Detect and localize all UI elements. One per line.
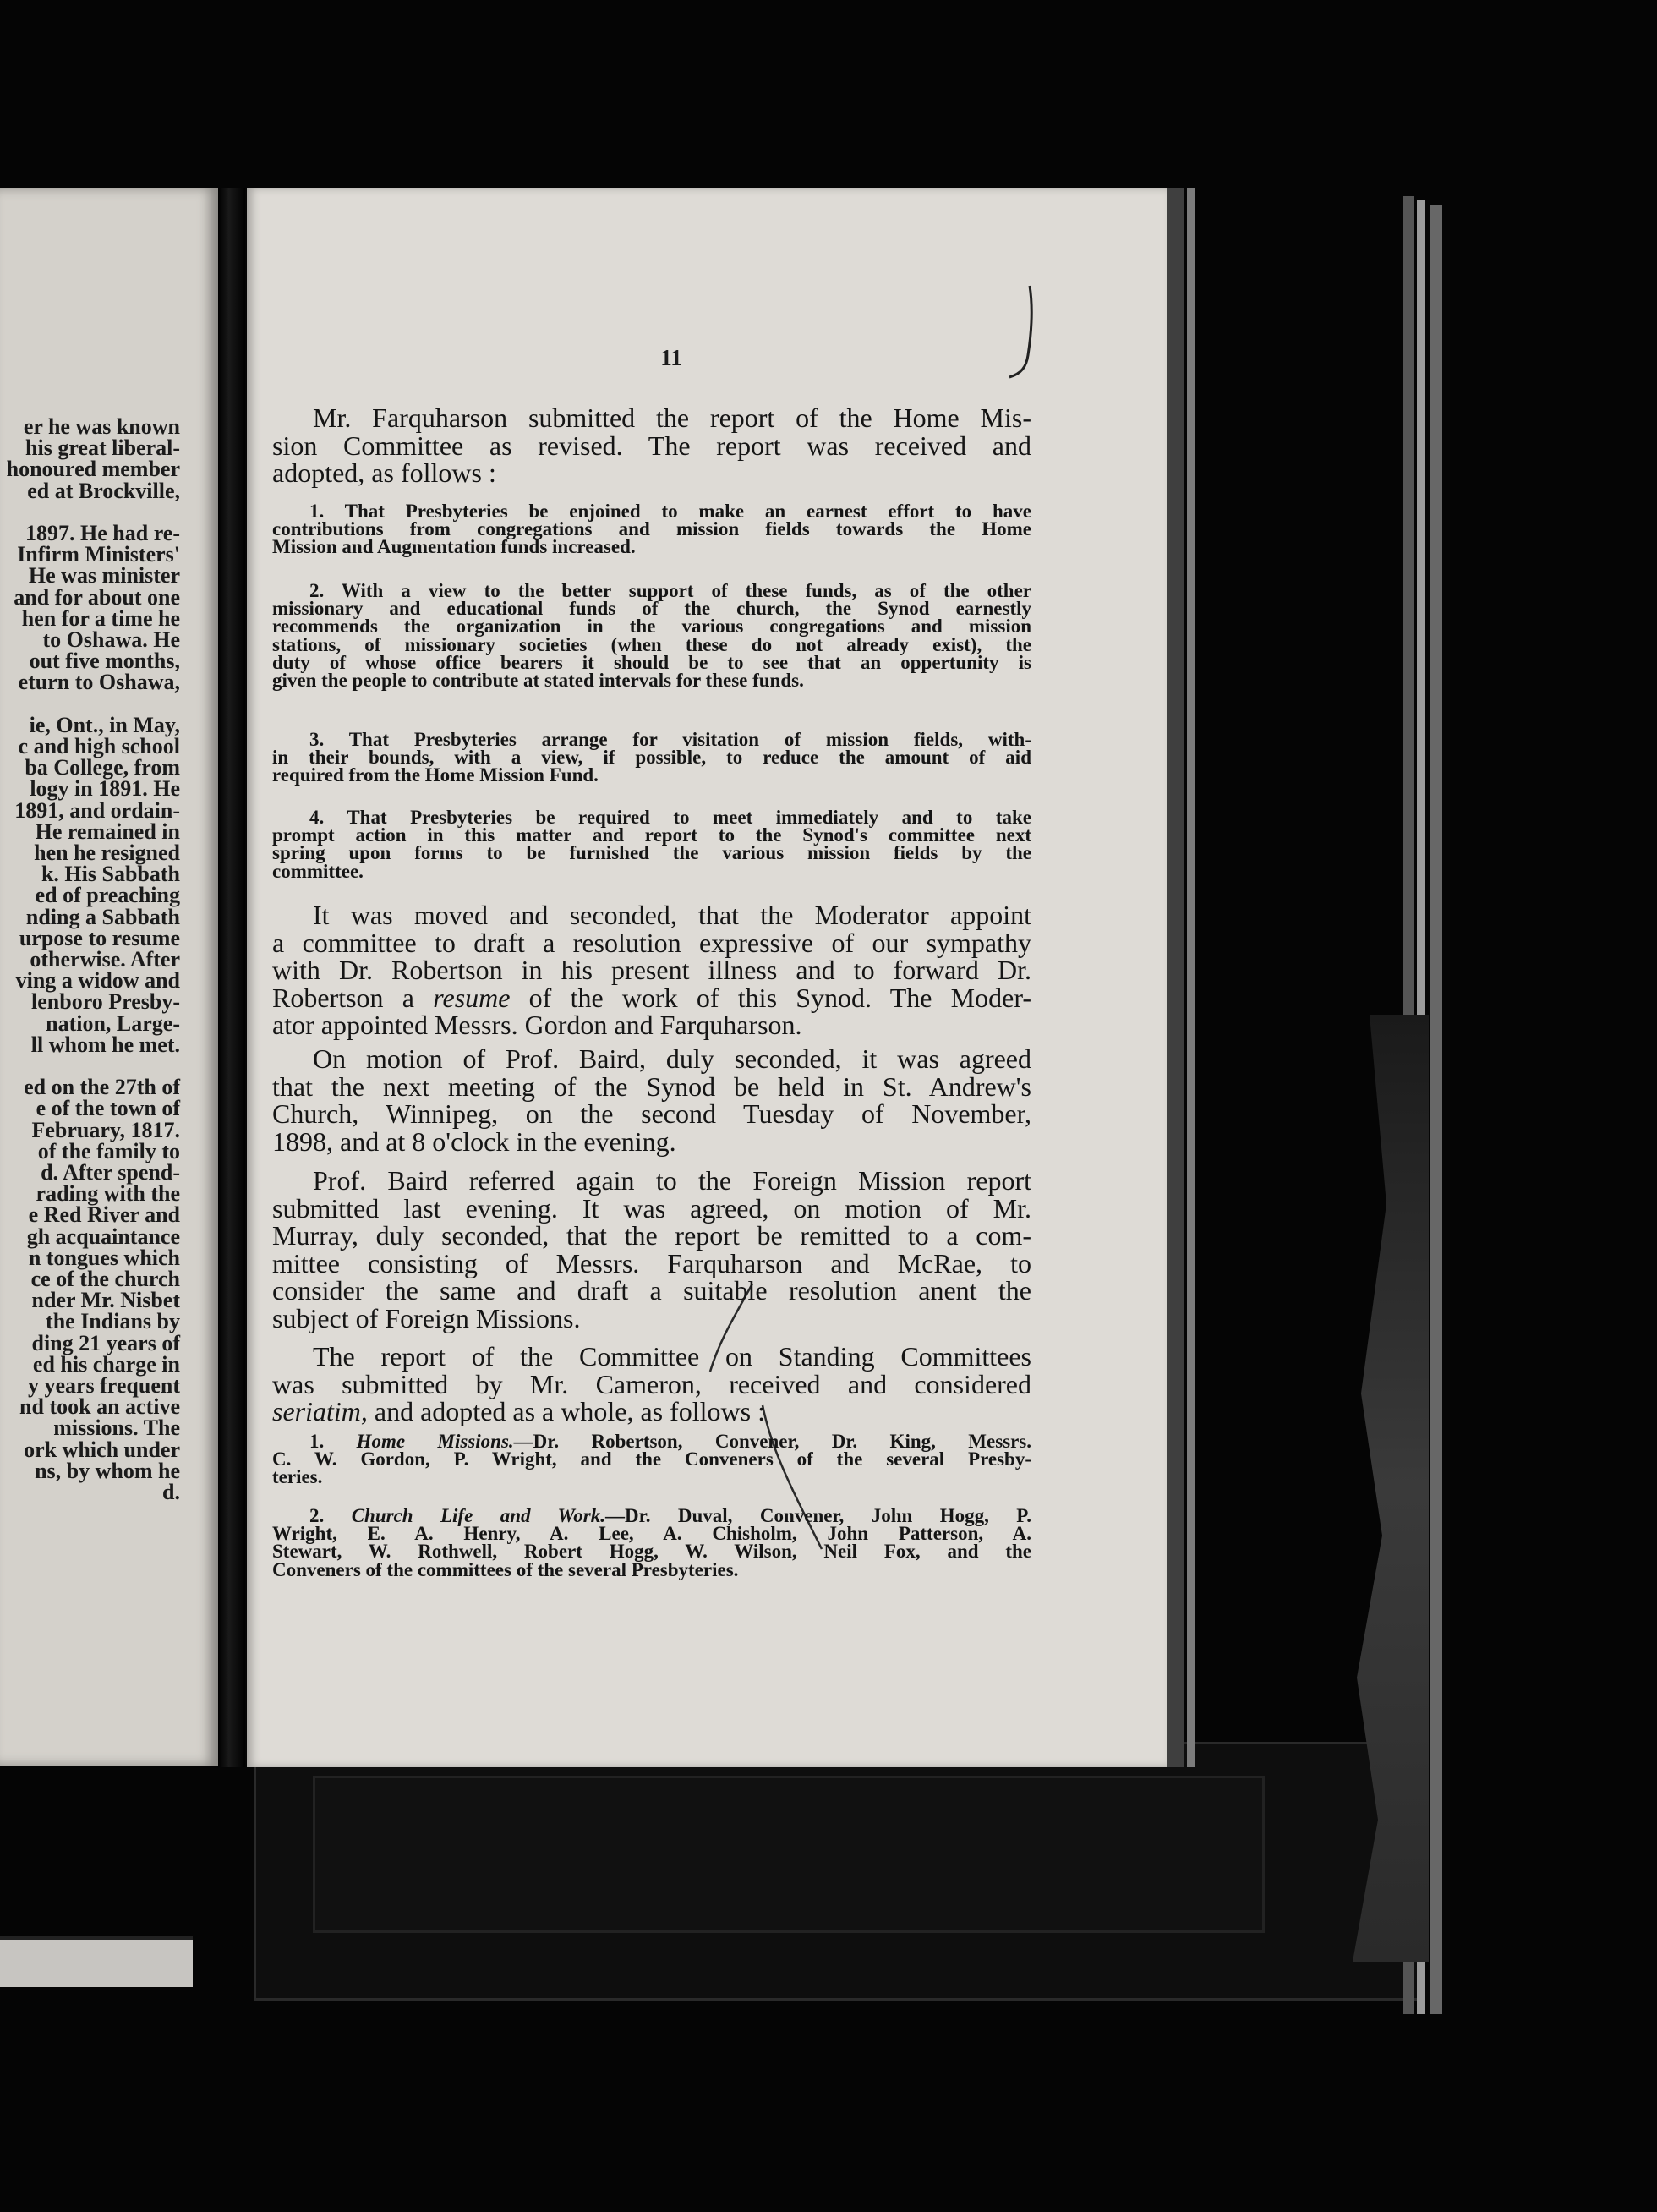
left-page-line: ed on the 27th of [24,1075,180,1100]
paragraph-standing-committees [272,1343,1031,1426]
text-line: spring upon forms to be furnished the various mission fields by the [272,842,1031,864]
committee-church-life-and-work [272,1507,1031,1579]
committee-home-missions [272,1432,1031,1487]
resolution-item-2 [272,580,1031,692]
text-line: It was moved and seconded, that the Moderator appoint [313,900,1031,930]
text-line: recommends the organization in the various congregations and mission [272,616,1031,638]
left-page-flap [0,1936,193,1987]
text-line: On motion of Prof. Baird, duly seconded, it was agreed [313,1043,1031,1074]
left-page-line: e of the town of [36,1096,180,1121]
pen-mark-icon [1004,282,1038,384]
text-line: contributions from congregations and mission fields towards the Home [272,518,1031,540]
text-line: Mission and Augmentation funds increased. [272,536,636,558]
text-line: 4. That Presbyteries be required to meet immediately and to take [309,807,1031,828]
text-line: teries. [272,1466,323,1488]
text-run: and adopted as a whole, as follows : [367,1396,765,1427]
text-run: Robertson a [272,982,434,1013]
left-page-line: He was minister [28,563,180,589]
left-page-line: eturn to Oshawa, [18,670,180,695]
page-11 [247,188,1167,1767]
text-line: Stewart, W. Rothwell, Robert Hogg, W. Wilson, Neil Fox, and the [272,1541,1031,1563]
text-line: given the people to contribute at stated intervals for these funds. [272,670,804,692]
left-page-line: d. [162,1480,180,1504]
left-page-line: c and high school [18,734,180,758]
left-page-line: missions. The [53,1415,180,1441]
left-page-line: nation, Large- [46,1010,180,1036]
paragraph-next-meeting [272,1045,1031,1155]
left-page-line: hen he resigned [34,840,180,865]
left-page-line: ed at Brockville, [27,478,180,503]
left-page-line: ba College, from [25,755,180,780]
left-page-line: n tongues which [28,1245,180,1270]
text-line: with Dr. Robertson in his present illness and to forward Dr. [272,955,1031,986]
left-page-line: 1891, and ordain- [14,797,180,823]
left-page-line: and for about one [14,584,180,610]
paragraph-sympathy-resolution [272,901,1031,1039]
text-line: sion Committee as revised. The report was received and [272,430,1031,461]
left-page-line: hen for a time he [21,605,180,631]
text-line: subject of Foreign Missions. [272,1302,581,1333]
left-page-line: lenboro Presby- [31,989,180,1015]
left-page-line [175,693,181,715]
left-page-line: gh acquaintance [26,1224,180,1249]
italic-run: Home Missions. [356,1431,514,1452]
italic-run: Church Life and Work. [351,1505,605,1526]
text-line [272,1507,1031,1525]
text-line: duty of whose office bearers it should be to see that an oppertunity is [272,651,1031,673]
text-line: Prof. Baird referred again to the Foreign Mission report [313,1165,1031,1196]
left-page-line: He remained in [35,819,180,844]
book-cover-inner-frame [313,1776,1265,1933]
left-page-line: February, 1817. [31,1117,180,1142]
italic-run: resume [433,982,511,1013]
left-page-line: ns, by whom he [35,1458,180,1483]
text-line [272,984,1031,1012]
left-page-line: 1897. He had re- [25,521,180,545]
text-run: 2. [309,1505,352,1526]
text-line: missionary and educational funds of the church, the Synod earnestly [272,598,1031,620]
text-line: that the next meeting of the Synod be held in St. Andrew's [272,1070,1031,1102]
resolution-item-4 [272,808,1031,880]
left-page-line: ed his charge in [32,1351,180,1377]
left-page-line: otherwise. After [30,947,180,972]
text-line: adopted, as follows : [272,457,496,489]
left-page-line: his great liberal- [25,435,180,461]
text-line: ator appointed Messrs. Gordon and Farquharson. [272,1010,802,1041]
resolution-item-1 [272,502,1031,556]
left-page-line: the Indians by [46,1309,180,1334]
text-run: 1. [309,1431,357,1452]
left-page-line [175,501,181,523]
left-page-line: ll whom he met. [30,1032,180,1057]
left-page-line: rading with the [36,1181,180,1207]
left-page-line: nd took an active [19,1394,180,1420]
page-edge [1167,188,1184,1767]
left-page-line: ork which under [24,1437,180,1462]
left-page-line: k. His Sabbath [41,862,180,887]
left-page-line: out five months, [29,649,180,674]
left-page-line: e Red River and [28,1202,180,1228]
text-line: in their bounds, with a view, if possible, to reduce the amount of aid [272,747,1031,769]
left-page-line: of the family to [37,1138,180,1163]
text-line: was submitted by Mr. Cameron, received and considered [272,1368,1031,1399]
text-line: required from the Home Mission Fund. [272,764,599,786]
left-page-line: ding 21 years of [31,1330,180,1355]
text-line: a committee to draft a resolution expressive of our sympathy [272,927,1031,958]
text-run: —Dr. Duval, Convener, John Hogg, P. [604,1505,1031,1526]
text-line: C. W. Gordon, P. Wright, and the Conveners of the several Presby- [272,1448,1031,1470]
book-gutter [218,188,245,1767]
text-line: prompt action in this matter and report to the Synod's committee next [272,824,1031,846]
left-page-line: Infirm Ministers' [17,542,180,567]
text-line: Church, Winnipeg, on the second Tuesday of November, [272,1098,1031,1130]
text-run: —Dr. Robertson, Convener, Dr. King, Messrs. [513,1431,1031,1452]
left-page-line: nder Mr. Nisbet [31,1288,180,1313]
text-line: The report of the Committee on Standing Committees [313,1341,1031,1372]
left-page-line: ce of the church [30,1267,180,1291]
page-edge [1187,188,1195,1767]
text-line: Wright, E. A. Henry, A. Lee, A. Chisholm, John Patterson, A. [272,1523,1031,1545]
text-run: of the work of this Synod. The Moder- [510,982,1032,1013]
paragraph-home-mission-report [272,404,1031,487]
text-line: committee. [272,860,364,882]
left-page-line: logy in 1891. He [30,776,180,802]
text-line: 1. That Presbyteries be enjoined to make an earnest effort to have [309,501,1031,522]
text-line: submitted last evening. It was agreed, on motion of Mr. [272,1192,1031,1224]
left-page-line: to Oshawa. He [42,627,180,652]
left-page-line [175,1055,181,1076]
left-page-line: d. After spend- [41,1160,180,1185]
resolution-item-3 [272,731,1031,785]
left-page [0,188,218,1766]
left-page-line: ed of preaching [35,883,180,908]
text-line [272,1432,1031,1450]
text-line: 3. That Presbyteries arrange for visitation of mission fields, with- [309,729,1031,750]
left-page-line: y years frequent [27,1373,180,1398]
text-line: Murray, duly seconded, that the report be remitted to a com- [272,1220,1031,1251]
italic-run: seriatim, [272,1396,368,1427]
page-number: 11 [660,345,682,370]
page-edge [1430,205,1442,2014]
text-line: consider the same and draft a suitable resolution anent the [272,1275,1031,1306]
left-page-line: ie, Ont., in May, [29,712,180,737]
left-page-line: er he was known [23,414,180,439]
text-line: stations, of missionary societies (when these do not already exist), the [272,633,1031,655]
left-page-line: nding a Sabbath [25,904,180,929]
paragraph-foreign-mission [272,1167,1031,1333]
left-page-line: urpose to resume [19,925,180,950]
text-line: 2. With a view to the better support of these funds, as of the other [309,580,1031,601]
text-line: Mr. Farquharson submitted the report of the Home Mis- [313,402,1031,433]
text-line: 1898, and at 8 o'clock in the evening. [272,1125,676,1157]
left-page-line: honoured member [6,457,180,482]
text-line: mittee consisting of Messrs. Farquharson and McRae, to [272,1247,1031,1278]
text-line: Conveners of the committees of the several Presbyteries. [272,1558,739,1580]
left-page-line: ving a widow and [15,968,180,994]
text-line [272,1398,1031,1426]
